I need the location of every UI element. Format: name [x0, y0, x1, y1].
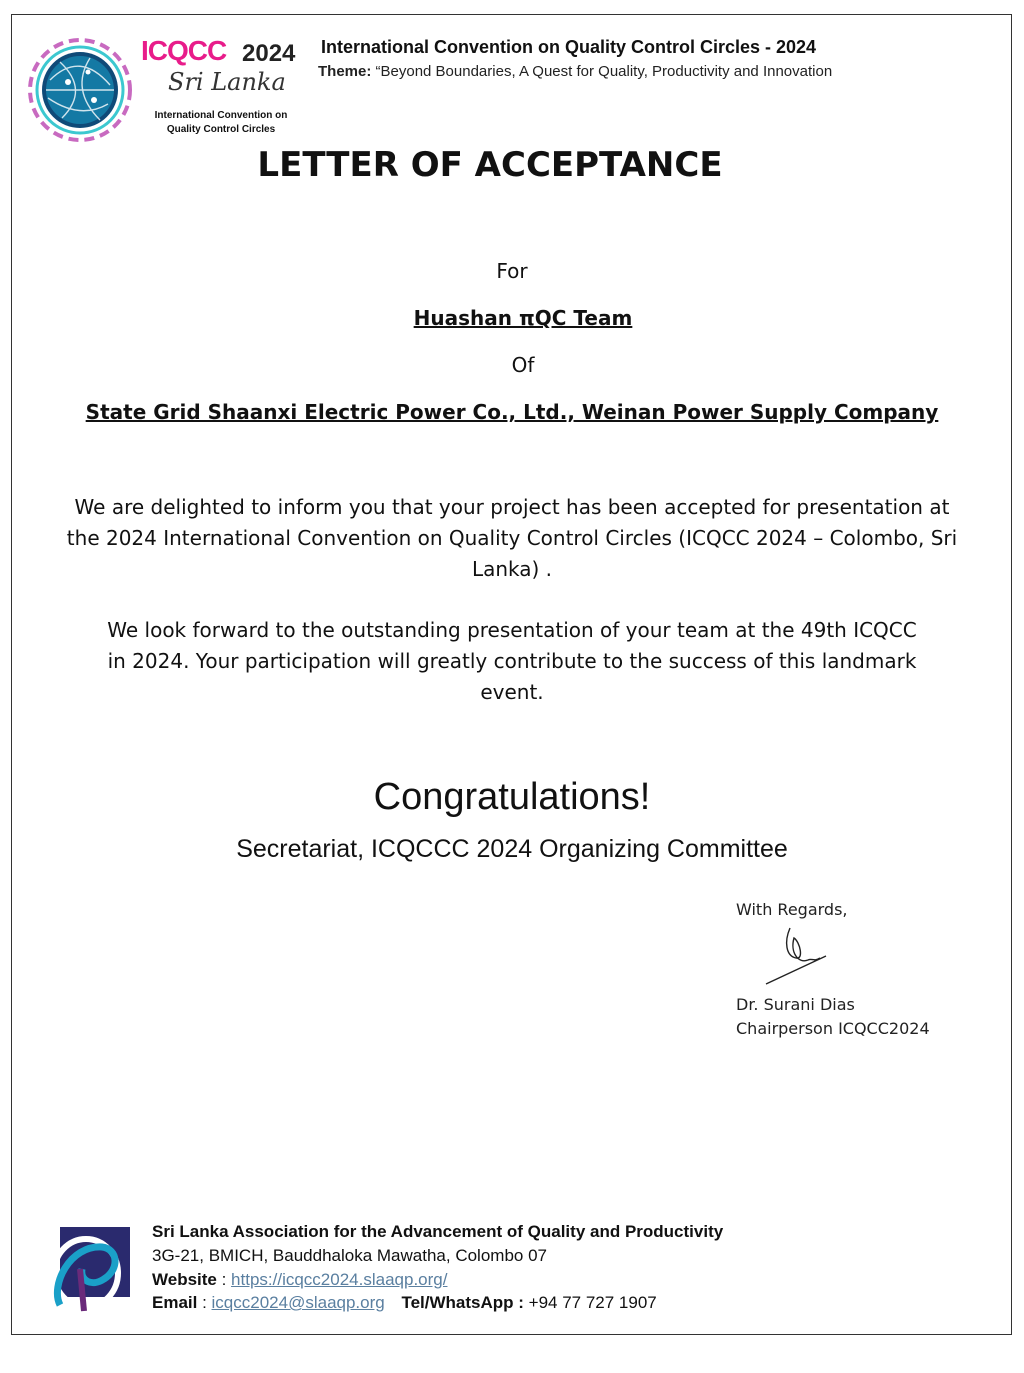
- logo-subtitle: International Convention on Quality Control Circles: [154, 110, 288, 135]
- tel-number: +94 77 727 1907: [528, 1293, 657, 1312]
- website-link[interactable]: https://icqcc2024.slaaqp.org/: [231, 1270, 448, 1289]
- theme-text: “Beyond Boundaries, A Quest for Quality, Productivity and Innovation: [375, 63, 833, 80]
- for-label: For: [496, 259, 528, 283]
- acceptance-paragraph: We are delighted to inform you that your project has been accepted for presentation at the 2024 International Convention on Quality Control Circles (ICQCC 2024 – Colombo, Sri Lanka) .: [66, 495, 958, 581]
- convention-theme: [318, 63, 832, 80]
- tel-label: Tel/WhatsApp :: [401, 1293, 524, 1312]
- signature-image: [760, 922, 840, 990]
- congratulations-heading: Congratulations!: [373, 776, 651, 818]
- theme-label: Theme:: [318, 63, 372, 80]
- logo-script: Sri Lanka: [168, 68, 286, 96]
- team-name: Huashan πQC Team: [413, 306, 633, 330]
- convention-title: International Convention on Quality Control Circles - 2024: [321, 37, 817, 57]
- footer-contact: [152, 1293, 657, 1313]
- regards-text: With Regards,: [736, 900, 848, 919]
- website-separator: :: [216, 1270, 232, 1289]
- of-label: Of: [511, 353, 535, 377]
- secretariat-line: Secretariat, ICQCCC 2024 Organizing Committee: [236, 835, 788, 863]
- website-label: Website: [152, 1270, 217, 1289]
- signatory-name: Dr. Surani Dias: [736, 995, 855, 1014]
- slaaqp-logo-icon: [40, 1225, 132, 1313]
- footer-website: [152, 1270, 447, 1290]
- footer-address: 3G-21, BMICH, Bauddhaloka Mawatha, Colombo 07: [152, 1246, 547, 1265]
- logo-brand: ICQCC: [141, 35, 227, 66]
- footer-org-name-text: Sri Lanka Association for the Advancement of Quality and Productivity: [152, 1222, 724, 1241]
- letter-title: LETTER OF ACCEPTANCE: [257, 145, 723, 185]
- signatory-position: Chairperson ICQCC2024: [736, 1019, 930, 1038]
- email-separator: :: [197, 1293, 212, 1312]
- footer-org-name: [152, 1222, 723, 1242]
- email-label: Email: [152, 1293, 198, 1312]
- email-link[interactable]: icqcc2024@slaaqp.org: [211, 1293, 385, 1312]
- logo-year: 2024: [242, 40, 296, 67]
- presentation-paragraph: We look forward to the outstanding presentation of your team at the 49th ICQCC in 2024. Your participation will greatly contribute to the success of this landmark event.: [107, 618, 917, 704]
- organization-name: State Grid Shaanxi Electric Power Co., Ltd., Weinan Power Supply Company: [85, 400, 939, 424]
